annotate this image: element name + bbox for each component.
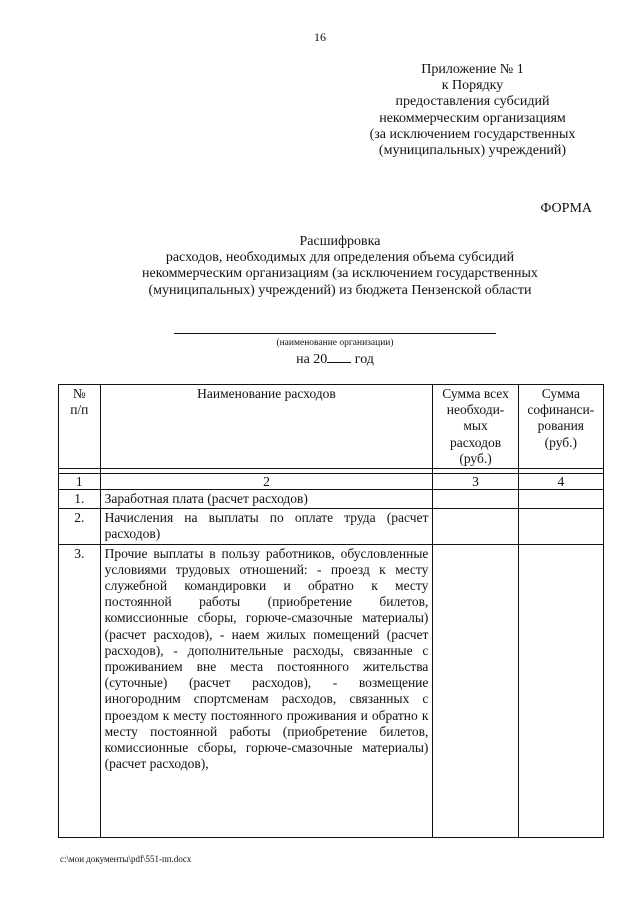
row-total-sum	[433, 509, 518, 544]
organization-caption: (наименование организации)	[276, 338, 394, 348]
header-text: расходов	[449, 434, 502, 450]
table-row	[59, 490, 604, 509]
column-number: 1	[59, 474, 101, 490]
header-text: (руб.)	[459, 450, 492, 466]
header-text: рования	[537, 418, 585, 434]
appendix-line: (за исключением государственных	[369, 126, 576, 142]
page-number: 16	[314, 30, 326, 44]
appendix-line: некоммерческим организациям	[379, 110, 566, 126]
appendix-line: предоставления субсидий	[395, 94, 550, 110]
year-blank	[327, 350, 351, 363]
appendix-block	[355, 62, 590, 159]
year-prefix: на 20	[296, 352, 328, 367]
form-label: ФОРМА	[540, 201, 592, 216]
header-text: Сумма всех	[442, 386, 509, 401]
row-number: 2.	[59, 509, 101, 544]
header-expense-name	[100, 385, 433, 469]
header-text: (руб.)	[544, 434, 578, 450]
header-cofinancing-sum	[518, 385, 603, 469]
row-total-sum	[433, 544, 518, 837]
title-line: некоммерческим организациям (за исключением государственных	[142, 266, 538, 282]
header-text: мых	[463, 418, 488, 434]
column-number-row	[59, 474, 604, 490]
file-path-footer: c:\мои документы\pdf\551-пп.docx	[60, 854, 192, 864]
header-text: Сумма	[541, 386, 580, 401]
year-suffix: год	[351, 352, 374, 367]
appendix-line: к Порядку	[441, 78, 504, 94]
header-text: Наименование расходов	[197, 386, 336, 401]
row-expense-name: Прочие выплаты в пользу работников, обусловленные условиями трудовых отношений: - проезд к месту служебной командировки и обратно к месту постоянной работы (приобретение билетов, комиссионные сборы, горюче-смазочные материалы) (расчет расходов), - наем жилых помещений (расчет расходов), - дополнительные расходы, связанные с проживанием вне места постоянного жительства (суточные) (расчет расходов), - возмещение иногородним спортсменам расходов, связанных с проездом к месту постоянного проживания и обратно к месту постоянной работы (приобретение билетов, комиссионные сборы, горюче-смазочные материалы) (расчет расходов),	[100, 544, 433, 837]
row-number: 1.	[59, 490, 101, 509]
row-expense-name: Заработная плата (расчет расходов)	[100, 490, 433, 509]
header-text: №	[72, 386, 86, 401]
year-line	[174, 350, 496, 368]
row-cofinancing-sum	[518, 490, 603, 509]
header-text: п/п	[70, 402, 89, 418]
row-cofinancing-sum	[518, 509, 603, 544]
column-number: 2	[100, 474, 433, 490]
column-number: 3	[433, 474, 518, 490]
column-number: 4	[518, 474, 603, 490]
title-line: расходов, необходимых для определения объема субсидий	[165, 250, 515, 266]
header-total-sum	[433, 385, 518, 469]
title-line: (муниципальных) учреждений) из бюджета Пензенской области	[148, 282, 532, 298]
appendix-line: (муниципальных) учреждений)	[378, 143, 567, 159]
title-line: Расшифровка	[299, 234, 381, 249]
organization-name-line	[174, 333, 496, 334]
table-row	[59, 509, 604, 544]
document-title	[80, 234, 600, 299]
header-text: необходи-	[446, 402, 505, 418]
row-expense-name: Начисления на выплаты по оплате труда (расчет расходов)	[100, 509, 433, 544]
table-row	[59, 544, 604, 837]
row-total-sum	[433, 490, 518, 509]
expenses-table	[58, 384, 604, 838]
appendix-line: Приложение № 1	[421, 62, 524, 77]
header-number	[59, 385, 101, 469]
header-text: софинанси-	[527, 402, 595, 418]
table-header-row	[59, 385, 604, 469]
row-cofinancing-sum	[518, 544, 603, 837]
row-number: 3.	[59, 544, 101, 837]
